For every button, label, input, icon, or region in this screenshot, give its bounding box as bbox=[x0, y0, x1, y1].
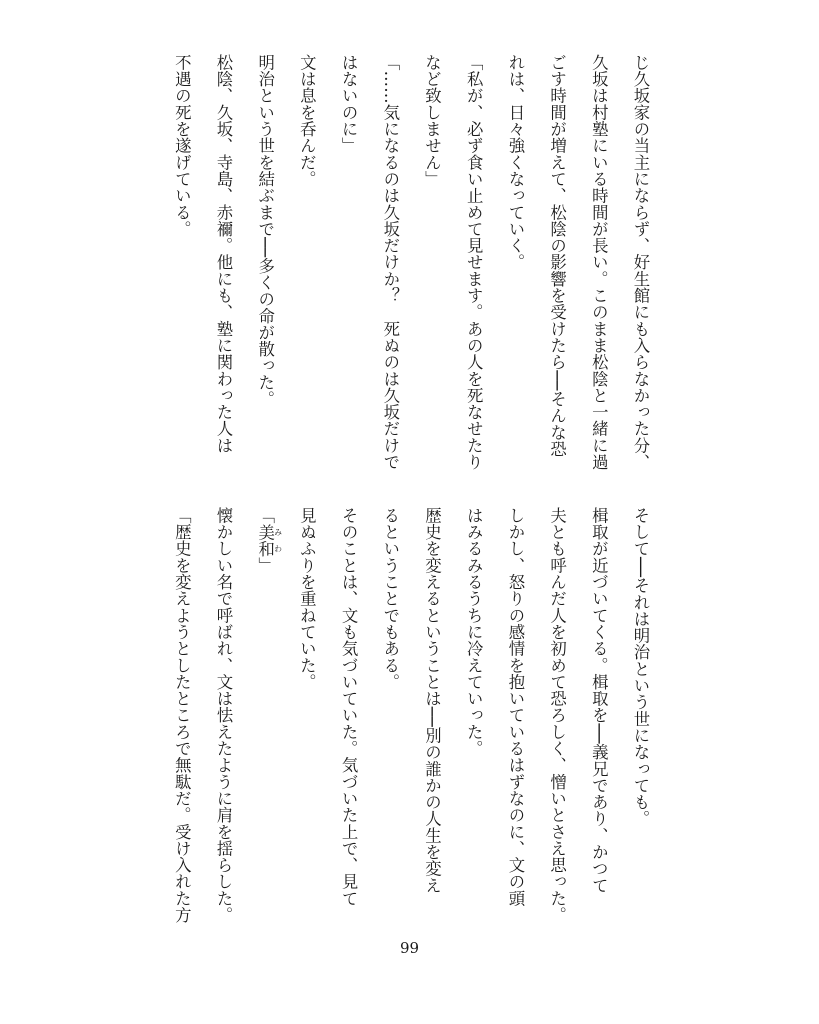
text-line: など致しません」 bbox=[422, 54, 442, 188]
text-line: 歴史を変えるということは──別の誰かの人生を変え bbox=[422, 507, 442, 894]
text-line: 「私が、必ず食い止めて見せます。あの人を死なせたり bbox=[464, 54, 484, 471]
text-block-upper bbox=[161, 54, 661, 474]
ruby-reading: みわ bbox=[273, 523, 283, 557]
text-line-miwa bbox=[244, 507, 286, 927]
text-line: 不遇の死を遂げている。 bbox=[172, 54, 192, 238]
ruby-base: 美和 bbox=[255, 523, 275, 557]
text-line: 「歴史を変えようとしたところで無駄だ。受け入れた方 bbox=[172, 507, 192, 924]
text-line: 見ぬふりを重ねていた。 bbox=[297, 507, 317, 691]
text-block-lower bbox=[161, 507, 661, 927]
text-line: しかし、怒りの感情を抱いているはずなのに、文の頭 bbox=[505, 507, 525, 907]
text-line: 文は息を呑んだ。 bbox=[297, 54, 317, 188]
text-line: 「……気になるのは久坂だけか？ 死ぬのは久坂だけで bbox=[380, 54, 400, 471]
text-line: 松陰、久坂、寺島、赤禰。他にも、塾に関わった人は bbox=[213, 54, 233, 454]
text-line: 夫とも呼んだ人を初めて恐ろしく、憎いとさえ思った。 bbox=[547, 507, 567, 924]
text-line: 明治という世を結ぶまで──多くの命が散った。 bbox=[255, 54, 275, 408]
text-line: れは、日々強くなっていく。 bbox=[505, 54, 525, 271]
text-line: ごす時間が増えて、松陰の影響を受けたら──そんな恐 bbox=[547, 54, 567, 458]
text-line: るということでもある。 bbox=[380, 507, 400, 691]
text-line: はみるみるうちに冷えていった。 bbox=[464, 507, 484, 757]
text-line: そして──それは明治という世になっても。 bbox=[631, 507, 650, 827]
text-line: 懐かしい名で呼ばれ、文は怯えたように肩を揺らした。 bbox=[213, 507, 233, 924]
text-line: じ久坂家の当主にならず、好生館にも入らなかった分、 bbox=[631, 54, 650, 471]
text-line: はないのに」 bbox=[339, 54, 359, 154]
text-line: そのことは、文も気づいていた。気づいた上で、見て bbox=[339, 507, 359, 907]
text-line: 楫取が近づいてくる。楫取を──義兄であり、かつて bbox=[589, 507, 609, 894]
close-bracket: 」 bbox=[255, 556, 275, 574]
open-bracket: 「 bbox=[255, 507, 275, 524]
miwa-ruby bbox=[255, 523, 283, 557]
text-line: 久坂は村塾にいる時間が長い。このまま松陰と一緒に過 bbox=[589, 54, 609, 471]
page-number: 99 bbox=[399, 939, 420, 957]
